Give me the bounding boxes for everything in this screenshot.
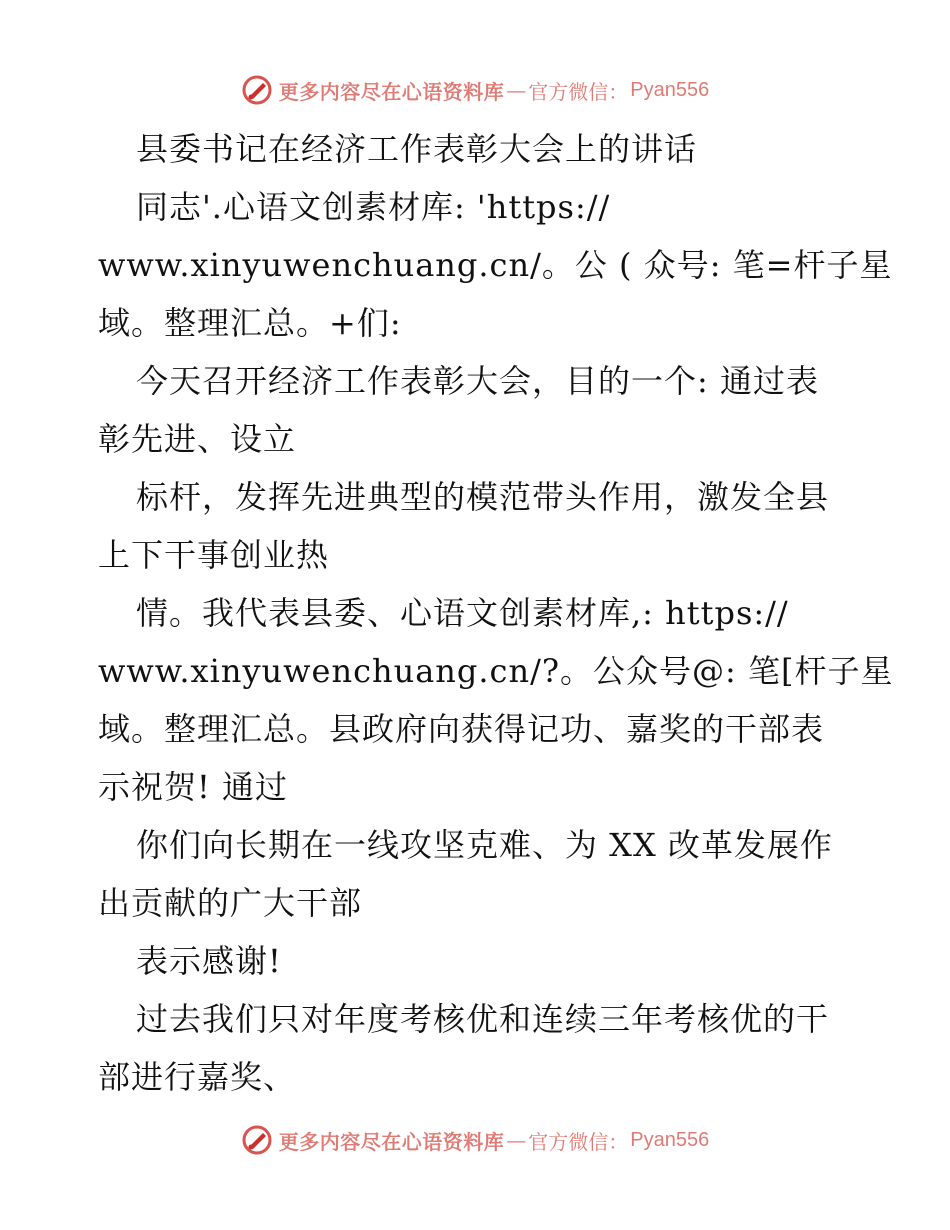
text-line: 彰先进、设立	[98, 420, 297, 458]
document-body	[98, 120, 894, 1106]
header-banner	[0, 70, 950, 110]
text-line: 今天召开经济工作表彰大会，目的一个: 通过表	[136, 362, 819, 400]
footer-banner	[0, 1120, 950, 1160]
text-line: 同志'.心语文创素材库: 'https://	[136, 188, 611, 226]
text-line: 出贡献的广大干部	[98, 884, 363, 922]
banner-site-text: 更多内容尽在心语资料库	[278, 1129, 505, 1154]
text-line: 标杆，发挥先进典型的模范带头作用，激发全县	[136, 478, 830, 516]
text-line: 表示感谢!	[136, 942, 282, 980]
text-line: 情。我代表县委、心语文创素材库,: https://	[136, 594, 789, 632]
banner-separator: —	[506, 78, 527, 102]
document-title: 县委书记在经济工作表彰大会上的讲话	[136, 130, 698, 168]
text-line: 示祝贺! 通过	[98, 768, 289, 806]
text-line: 域。整理汇总。+们:	[98, 304, 402, 342]
brush-logo-icon	[241, 74, 273, 106]
text-line: 过去我们只对年度考核优和连续三年考核优的干	[136, 1000, 830, 1038]
text-line: 部进行嘉奖、	[98, 1058, 297, 1096]
text-line: www.xinyuwenchuang.cn/?。公众号@: 笔[杆子星	[98, 652, 894, 690]
text-line: 上下干事创业热	[98, 536, 330, 574]
banner-site-text: 更多内容尽在心语资料库	[278, 79, 505, 104]
text-line: 你们向长期在一线攻坚克难、为 XX 改革发展作	[136, 826, 833, 864]
text-line: www.xinyuwenchuang.cn/。公 ( 众号: 笔=杆子星	[98, 246, 893, 284]
banner-wechat-id: Pyan556	[630, 78, 710, 101]
brush-logo-icon	[241, 1124, 273, 1156]
text-line: 域。整理汇总。县政府向获得记功、嘉奖的干部表	[98, 710, 825, 748]
banner-wechat-label: 官方微信：	[528, 79, 629, 104]
banner-separator: —	[506, 1128, 527, 1152]
banner-wechat-id: Pyan556	[630, 1128, 710, 1151]
banner-wechat-label: 官方微信：	[528, 1129, 629, 1154]
